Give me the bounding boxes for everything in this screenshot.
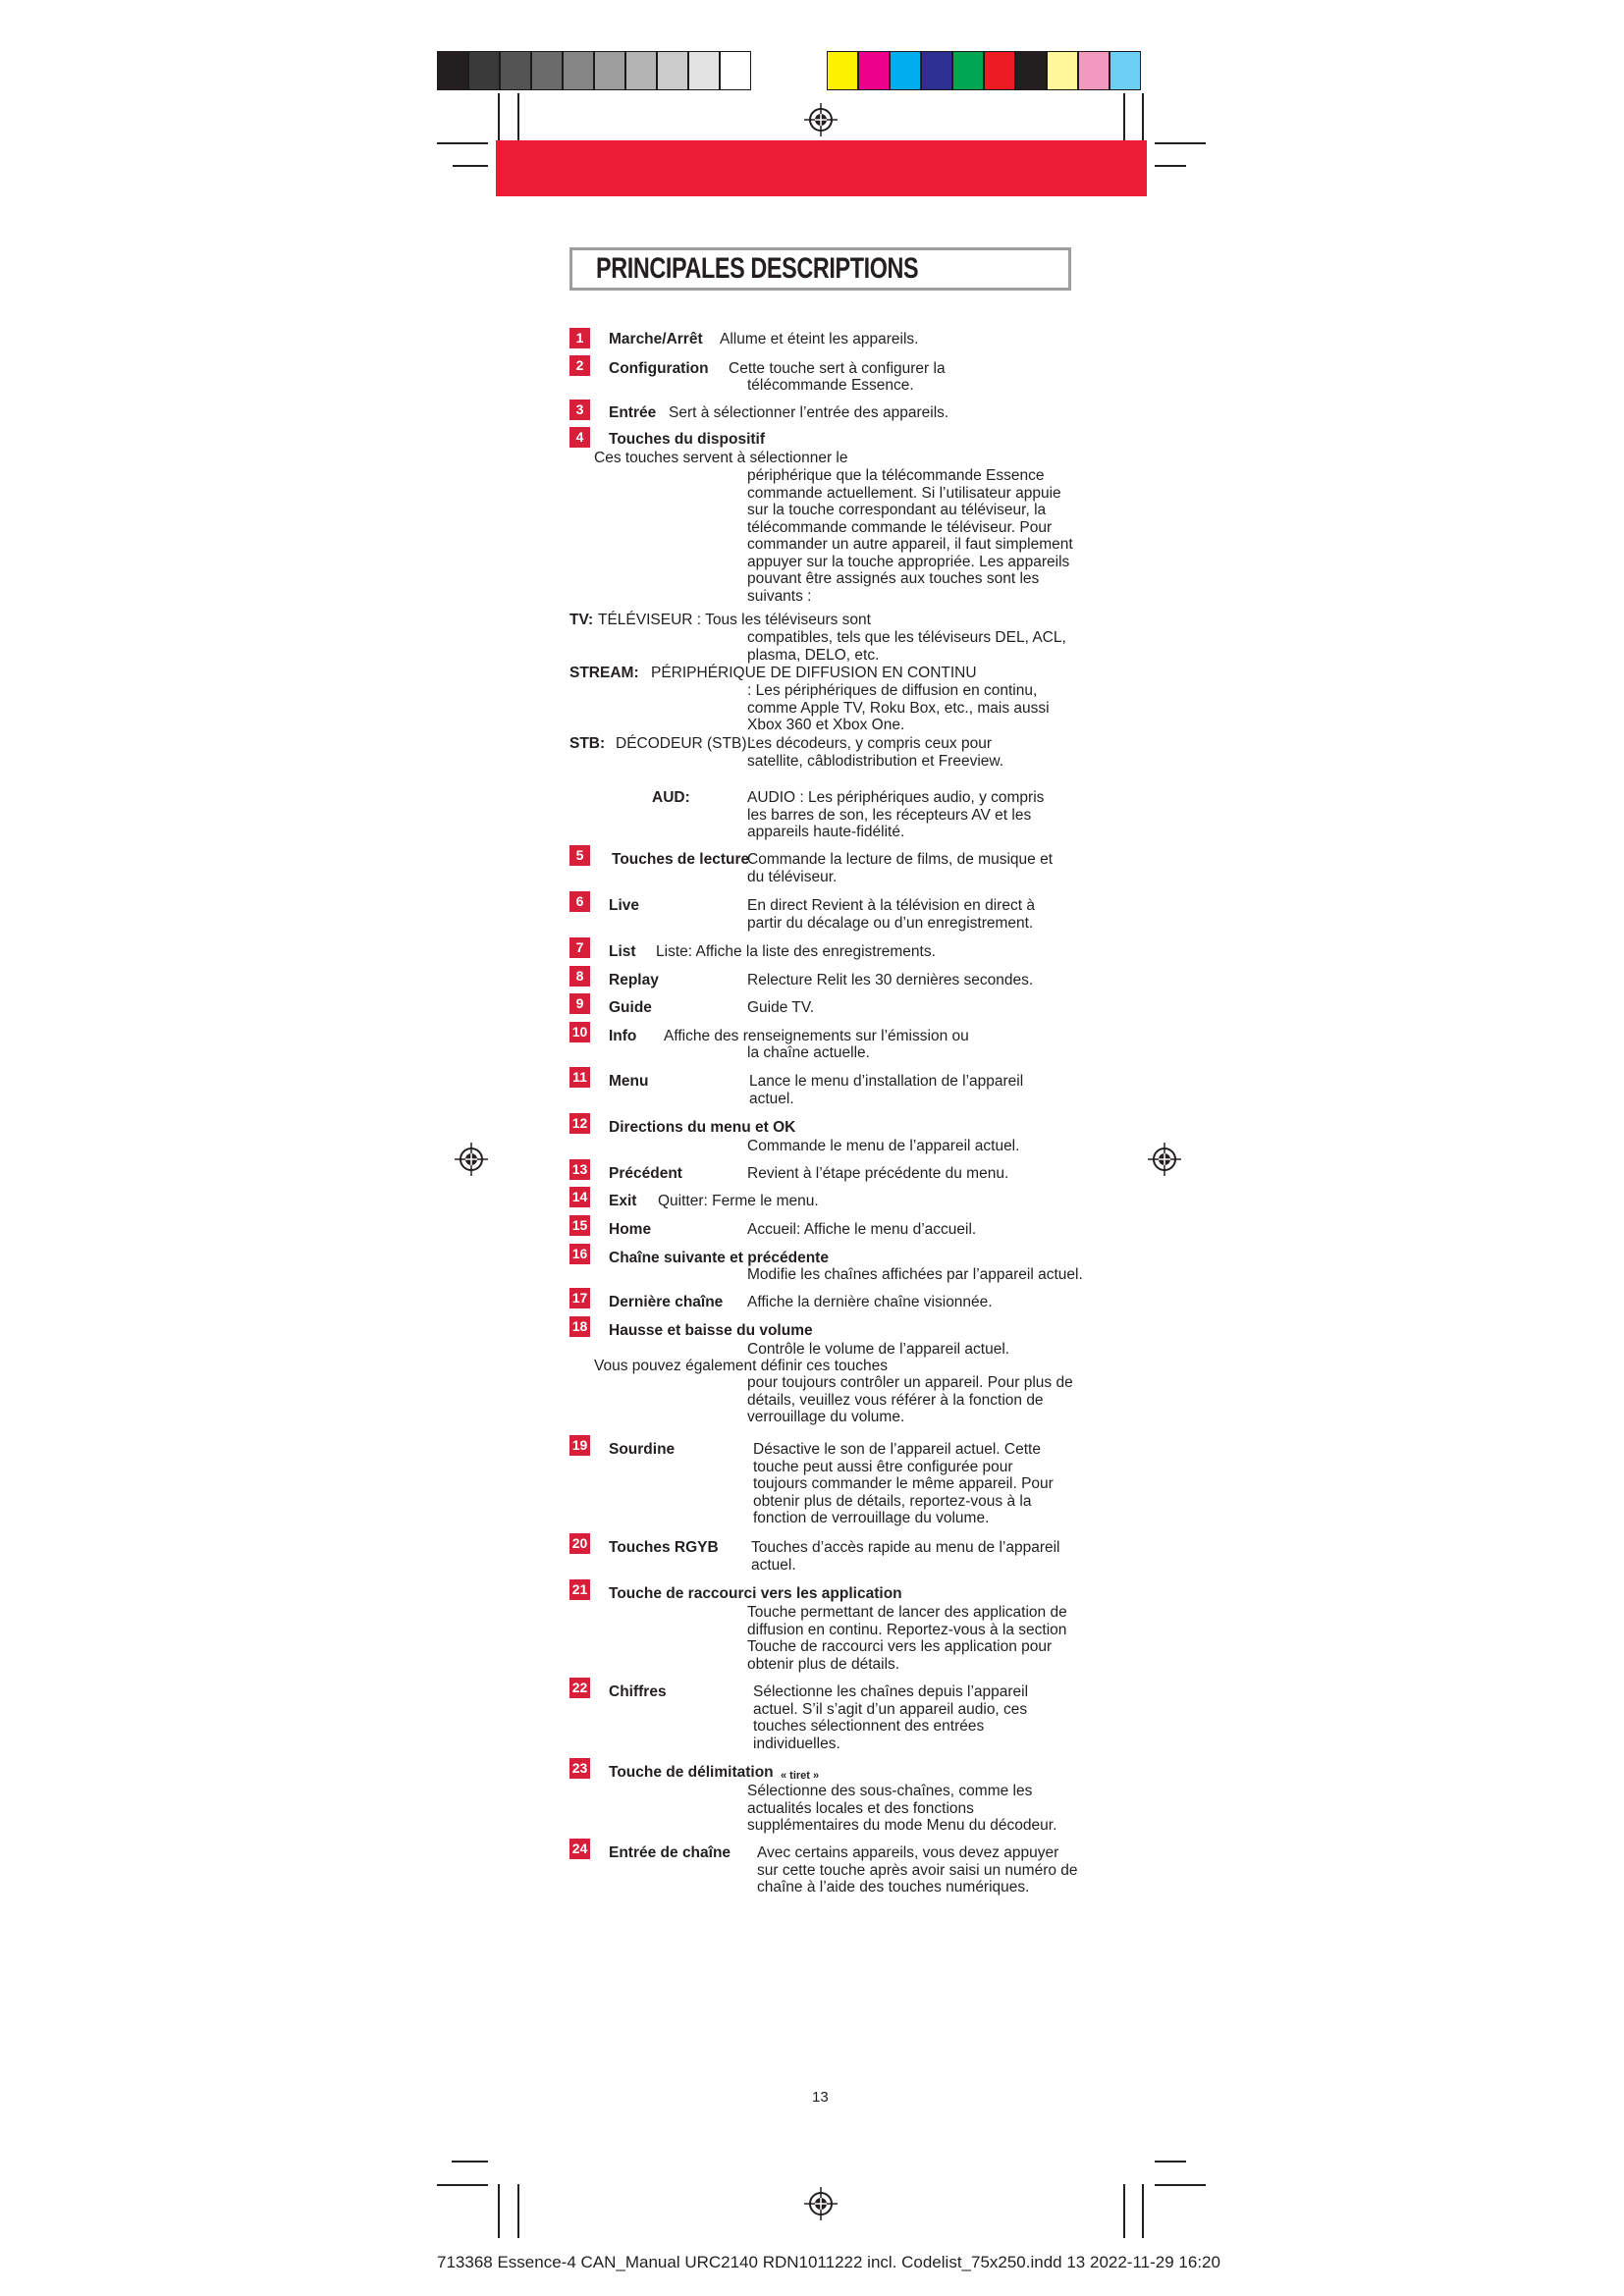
color-swatch: [921, 51, 952, 90]
crop-mark: [1155, 2184, 1206, 2186]
item-name: Dernière chaîne: [609, 1294, 724, 1310]
crop-mark: [452, 2161, 488, 2163]
crop-mark: [453, 165, 488, 167]
item-description: Contrôle le volume de l’appareil actuel.: [747, 1341, 1010, 1358]
crop-mark: [498, 93, 500, 144]
color-swatch: [1078, 51, 1110, 90]
item-number-badge: 6: [569, 891, 590, 912]
item-number-badge: 19: [569, 1435, 590, 1456]
crop-mark: [1155, 142, 1206, 144]
item-number-badge: 13: [569, 1159, 590, 1180]
item-description: télécommande Essence.: [747, 377, 914, 394]
red-banner: [496, 140, 1147, 196]
color-swatch: [1047, 51, 1078, 90]
item-description: Accueil: Affiche le menu d’accueil.: [747, 1221, 977, 1238]
crop-mark: [517, 93, 519, 144]
gray-swatch: [500, 51, 531, 90]
page-title-text: PRINCIPALES DESCRIPTIONS: [596, 252, 919, 285]
registration-mark-icon: [804, 2187, 838, 2220]
item-description: Avec certains appareils, vous devez appuyer sur cette touche après avoir saisi un numéro de chaîne à l’aide des touches numériques.: [757, 1844, 1078, 1896]
gray-swatch: [720, 51, 751, 90]
item-name: Info: [609, 1028, 637, 1044]
item-description: Sert à sélectionner l’entrée des appareils.: [669, 404, 949, 421]
item-name: Home: [609, 1221, 652, 1238]
item-name: Entrée: [609, 404, 657, 421]
item-name: Exit: [609, 1193, 637, 1209]
gray-swatch: [625, 51, 657, 90]
item-number-badge: 7: [569, 937, 590, 958]
item-number-badge: 16: [569, 1244, 590, 1264]
item-description: Guide TV.: [747, 999, 815, 1016]
item-number-badge: 11: [569, 1067, 590, 1088]
item-name: Précédent: [609, 1165, 682, 1182]
item-description: Allume et éteint les appareils.: [720, 331, 919, 347]
color-swatch: [858, 51, 890, 90]
color-swatch: [1015, 51, 1047, 90]
crop-mark: [1155, 2161, 1186, 2163]
item-description: Relecture Relit les 30 dernières secondes.: [747, 972, 1034, 988]
device-stb-label: STB:: [569, 735, 606, 752]
item-description: Touche permettant de lancer des application de diffusion en continu. Reportez-vous à la section Touche de raccourci vers les application pour obtenir plus de détails.: [747, 1604, 1067, 1673]
item-name: Configuration: [609, 360, 709, 377]
item-description: Désactive le son de l’appareil actuel. Cette touche peut aussi être configurée pour toujours commander le même appareil. Pour obtenir plus de détails, reportez-vous à la fonction de verrouillage du volume.: [753, 1441, 1054, 1526]
item-description: la chaîne actuelle.: [747, 1044, 870, 1061]
device-stream-desc: : Les périphériques de diffusion en continu, comme Apple TV, Roku Box, etc., mais aussi Xbox 360 et Xbox One.: [747, 682, 1050, 733]
crop-mark: [1142, 93, 1144, 144]
crop-mark: [437, 142, 488, 144]
item-number-badge: 22: [569, 1678, 590, 1698]
item-number-badge: 14: [569, 1187, 590, 1207]
item-description: Lance le menu d’installation de l’appareil actuel.: [749, 1073, 1024, 1107]
device-stream-lead: PÉRIPHÉRIQUE DE DIFFUSION EN CONTINU: [651, 665, 977, 681]
item-description: Affiche des renseignements sur l’émission ou: [664, 1028, 969, 1044]
crop-mark: [1123, 93, 1125, 144]
item-number-badge: 23: [569, 1758, 590, 1779]
device-aud-label: AUD:: [652, 789, 690, 806]
item-description: Cette touche sert à configurer la: [729, 360, 946, 377]
item-number-badge: 10: [569, 1022, 590, 1042]
gray-swatch: [594, 51, 625, 90]
item-number-badge: 20: [569, 1533, 590, 1554]
color-swatch: [890, 51, 921, 90]
crop-mark: [1123, 2184, 1125, 2238]
color-swatch: [827, 51, 858, 90]
item-description: Sélectionne des sous-chaînes, comme les actualités locales et des fonctions supplémentaires du mode Menu du décodeur.: [747, 1783, 1057, 1834]
item-number-badge: 3: [569, 400, 590, 420]
item-number-badge: 8: [569, 966, 590, 987]
gray-swatch: [531, 51, 563, 90]
item-name: Touches RGYB: [609, 1539, 719, 1556]
device-tv-desc: compatibles, tels que les téléviseurs DEL, ACL, plasma, DELO, etc.: [747, 629, 1066, 664]
item-name: Touche de raccourci vers les application: [609, 1585, 902, 1602]
item-name-suffix: « tiret »: [781, 1770, 820, 1782]
item-name: Directions du menu et OK: [609, 1119, 796, 1136]
registration-mark-icon: [1148, 1143, 1181, 1176]
item-number-badge: 12: [569, 1113, 590, 1134]
item-name: Touche de délimitation: [609, 1764, 774, 1781]
item-name: Replay: [609, 972, 659, 988]
item-description: Sélectionne les chaînes depuis l’appareil actuel. S’il s’agit d’un appareil audio, ces touches sélectionnent des entrées individuelles.: [753, 1683, 1029, 1752]
gray-swatch: [688, 51, 720, 90]
item-name: Guide: [609, 999, 652, 1016]
item-description: Vous pouvez également définir ces touches: [594, 1358, 888, 1374]
crop-mark: [1155, 165, 1186, 167]
page-number: 13: [812, 2089, 829, 2106]
gray-swatch: [563, 51, 594, 90]
device-tv-label: TV:: [569, 612, 594, 628]
item-number-badge: 15: [569, 1215, 590, 1236]
item-description: Touches d’accès rapide au menu de l’appareil actuel.: [751, 1539, 1060, 1574]
item-name: Live: [609, 897, 640, 914]
device-stb-lead: DÉCODEUR (STB) :: [616, 735, 756, 752]
item-description: En direct Revient à la télévision en direct à partir du décalage ou d’un enregistrement.: [747, 897, 1035, 932]
item-number-badge: 4: [569, 427, 590, 448]
item-description: Commande la lecture de films, de musique et du téléviseur.: [747, 851, 1054, 885]
item-name: Sourdine: [609, 1441, 676, 1458]
print-slug-footer: 713368 Essence-4 CAN_Manual URC2140 RDN1011222 incl. Codelist_75x250.indd 13 2022-11-29 16:20: [437, 2253, 1220, 2271]
crop-mark: [517, 2184, 519, 2238]
item-description: Revient à l’étape précédente du menu.: [747, 1165, 1009, 1182]
item-name: List: [609, 943, 636, 960]
color-swatch: [1110, 51, 1141, 90]
item-name: Entrée de chaîne: [609, 1844, 731, 1861]
gray-swatch: [468, 51, 500, 90]
item-description: Affiche la dernière chaîne visionnée.: [747, 1294, 993, 1310]
device-aud-desc: AUDIO : Les périphériques audio, y compris les barres de son, les récepteurs AV et les appareils haute-fidélité.: [747, 789, 1045, 840]
gray-swatch: [437, 51, 468, 90]
item-description: Liste: Affiche la liste des enregistrements.: [656, 943, 936, 960]
item-description: Quitter: Ferme le menu.: [658, 1193, 819, 1209]
item-number-badge: 1: [569, 328, 590, 348]
item-name: Touches du dispositif: [609, 431, 766, 448]
color-swatch: [952, 51, 984, 90]
page-title: [569, 247, 1071, 291]
gray-swatch: [657, 51, 688, 90]
item-description: Commande le menu de l’appareil actuel.: [747, 1138, 1020, 1154]
item-name: Menu: [609, 1073, 649, 1090]
item-number-badge: 21: [569, 1579, 590, 1600]
item-name: Chaîne suivante et précédente: [609, 1250, 829, 1266]
item-number-badge: 24: [569, 1839, 590, 1859]
device-tv-lead: TÉLÉVISEUR : Tous les téléviseurs sont: [598, 612, 871, 628]
item-number-badge: 17: [569, 1288, 590, 1308]
crop-mark: [1142, 2184, 1144, 2238]
item-description: Modifie les chaînes affichées par l’appareil actuel.: [747, 1266, 1083, 1283]
item-number-badge: 2: [569, 355, 590, 376]
registration-mark-icon: [455, 1143, 488, 1176]
item-description: pour toujours contrôler un appareil. Pour plus de détails, veuillez vous référer à la fonction de verrouillage du volume.: [747, 1374, 1073, 1425]
item-name: Marche/Arrêt: [609, 331, 703, 347]
item-name: Chiffres: [609, 1683, 667, 1700]
item-name: Hausse et baisse du volume: [609, 1322, 813, 1339]
item-number-badge: 5: [569, 845, 590, 866]
item-name: Touches de lecture: [612, 851, 750, 868]
device-stream-label: STREAM:: [569, 665, 639, 681]
item-description: périphérique que la télécommande Essence commande actuellement. Si l’utilisateur appuie sur la touche correspondant au téléviseur, la télécommande commande le téléviseur. Pour commander un autre appareil, il faut simplement appuyer sur la touche appropriée. Les appareils pouvant être assignés aux touches sont les suivants :: [747, 467, 1073, 605]
item-number-badge: 9: [569, 993, 590, 1014]
device-stb-desc: Les décodeurs, y compris ceux pour satellite, câblodistribution et Freeview.: [747, 735, 1004, 770]
item-number-badge: 18: [569, 1316, 590, 1337]
color-swatch: [984, 51, 1015, 90]
registration-mark-icon: [804, 103, 838, 136]
crop-mark: [437, 2184, 488, 2186]
item-description: Ces touches servent à sélectionner le: [594, 450, 848, 466]
crop-mark: [498, 2184, 500, 2238]
